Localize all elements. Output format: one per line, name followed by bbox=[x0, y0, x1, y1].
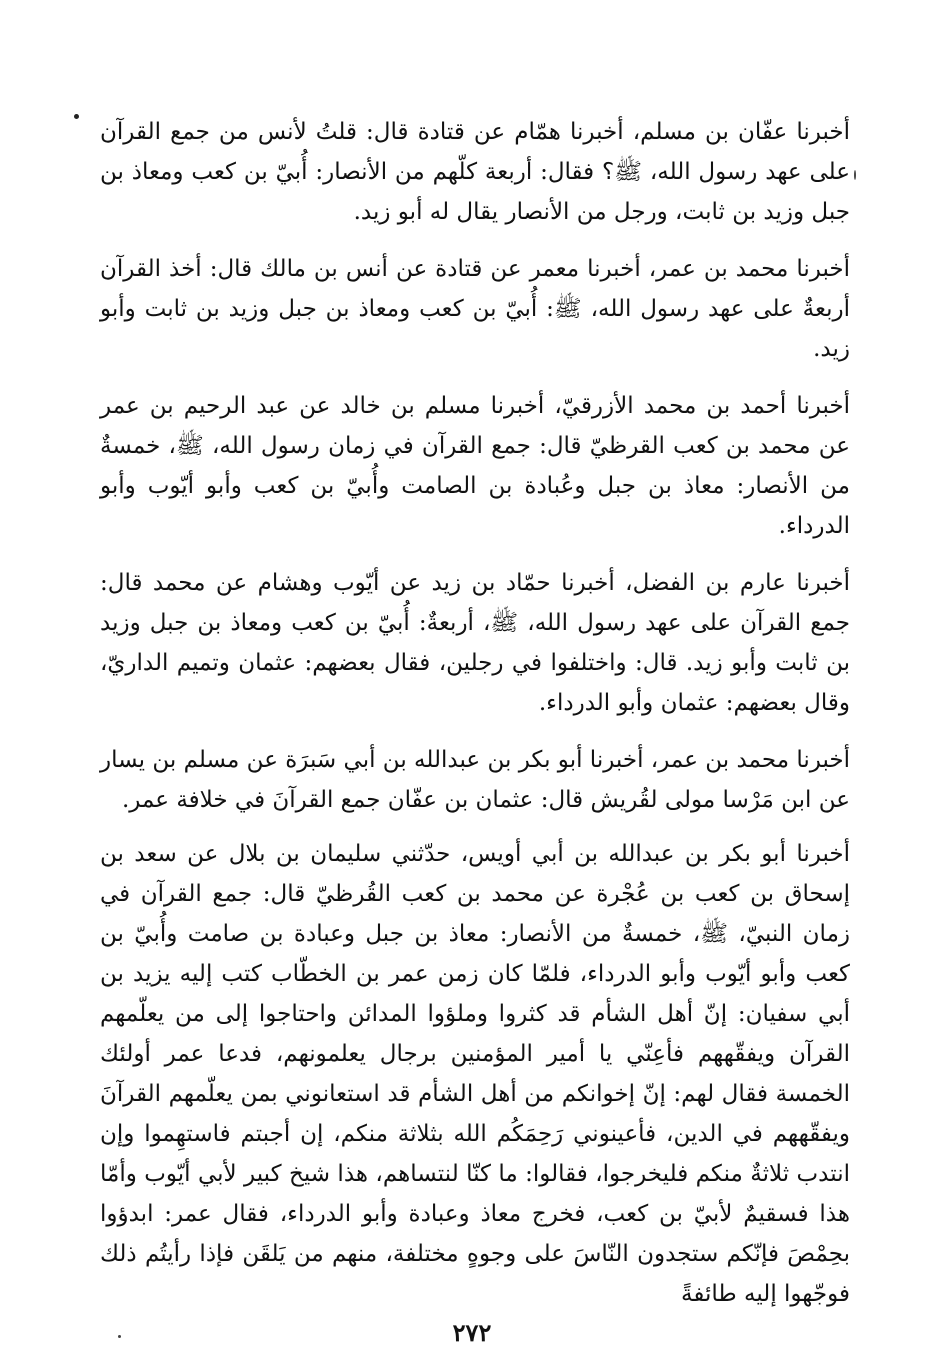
scan-speck bbox=[854, 170, 856, 180]
paragraph-6: أخبرنا أبو بكر بن عبدالله بن أبي أويس، حدّثني سليمان بن بلال عن سعد بن إسحاق بن كعب بن عُجْرة عن محمد بن كعب القُرظيّ قال: جمع القرآن في زمان النبيّ، ﷺ، خمسةٌ من الأنصار: معاذ بن جبل وعبادة بن صامت وأُبيّ بن كعب وأبو أيّوب وأبو الدرداء، فلمّا كان زمن عمر بن الخطّاب كتب إليه يزيد بن أبي سفيان: إنّ أهل الشأم قد كثروا وملؤوا المدائن واحتاجوا إلى من يعلّمهم القرآن ويفقّههم فأعِنّي يا أمير المؤمنين برجال يعلمونهم، فدعا عمر أولئك الخمسة فقال لهم: إنّ إخوانكم من أهل الشأم قد استعانوني بمن يعلّمهم القرآنَ ويفقّههم في الدين، فأعينوني رَحِمَكُم الله بثلاثة منكم، إن أجبتم فاستهِموا وإن انتدب ثلاثةٌ منكم فليخرجوا، فقالوا: ما كنّا لنتساهم، هذا شيخ كبير لأبي أيّوب وأمّا هذا فسقيمٌ لأبيّ بن كعب، فخرج معاذ وعبادة وأبو الدرداء، فقال عمر: ابدؤوا بحِمْصَ فإنّكم ستجدون النّاسَ على وجوهٍ مختلفة، منهم من يَلقَن فإذا رأيتُم ذلك فوجّهوا إليه طائفةً bbox=[100, 841, 850, 1307]
paragraph-5: أخبرنا محمد بن عمر، أخبرنا أبو بكر بن عبدالله بن أبي سَبرَة عن مسلم بن يسار عن ابن مَرْسا مولى لقُريش قال: عثمان بن عفّان جمع القرآنَ في خلافة عمر. bbox=[100, 747, 850, 813]
page-number: ٢٧٢ bbox=[452, 1318, 492, 1347]
paragraph-4: أخبرنا عارم بن الفضل، أخبرنا حمّاد بن زيد عن أيّوب وهشام عن محمد قال: جمع القرآن على عهد رسول الله، ﷺ، أربعةٌ: أُبيّ بن كعب ومعاذ بن جبل وزيد بن ثابت وأبو زيد. قال: واختلفوا في رجلين، فقال بعضهم: عثمان وتميم الداريّ، وقال بعضهم: عثمان وأبو الدرداء. bbox=[100, 570, 850, 716]
paragraph-3: أخبرنا أحمد بن محمد الأزرقيّ، أخبرنا مسلم بن خالد عن عبد الرحيم بن عمر عن محمد بن كعب القرظيّ قال: جمع القرآن في زمان رسول الله، ﷺ، خمسةٌ من الأنصار: معاذ بن جبل وعُبادة بن الصامت وأُبيّ بن كعب وأبو أيّوب وأبو الدرداء. bbox=[100, 393, 850, 539]
scan-speck bbox=[118, 1335, 121, 1338]
margin-mark bbox=[74, 114, 79, 119]
paragraph-1: أخبرنا عفّان بن مسلم، أخبرنا همّام عن قتادة قال: قلتُ لأنس من جمع القرآن على عهد رسول الله، ﷺ؟ فقال: أربعة كلّهم من الأنصار: أُبيّ بن كعب ومعاذ بن جبل وزيد بن ثابت، ورجل من الأنصار يقال له أبو زيد. bbox=[100, 119, 850, 225]
paragraph-2: أخبرنا محمد بن عمر، أخبرنا معمر عن قتادة عن أنس بن مالك قال: أخذ القرآن أربعةٌ على عهد رسول الله، ﷺ: أُبيّ بن كعب ومعاذ بن جبل وزيد بن ثابت وأبو زيد. bbox=[100, 256, 850, 362]
page-body bbox=[100, 112, 850, 1331]
